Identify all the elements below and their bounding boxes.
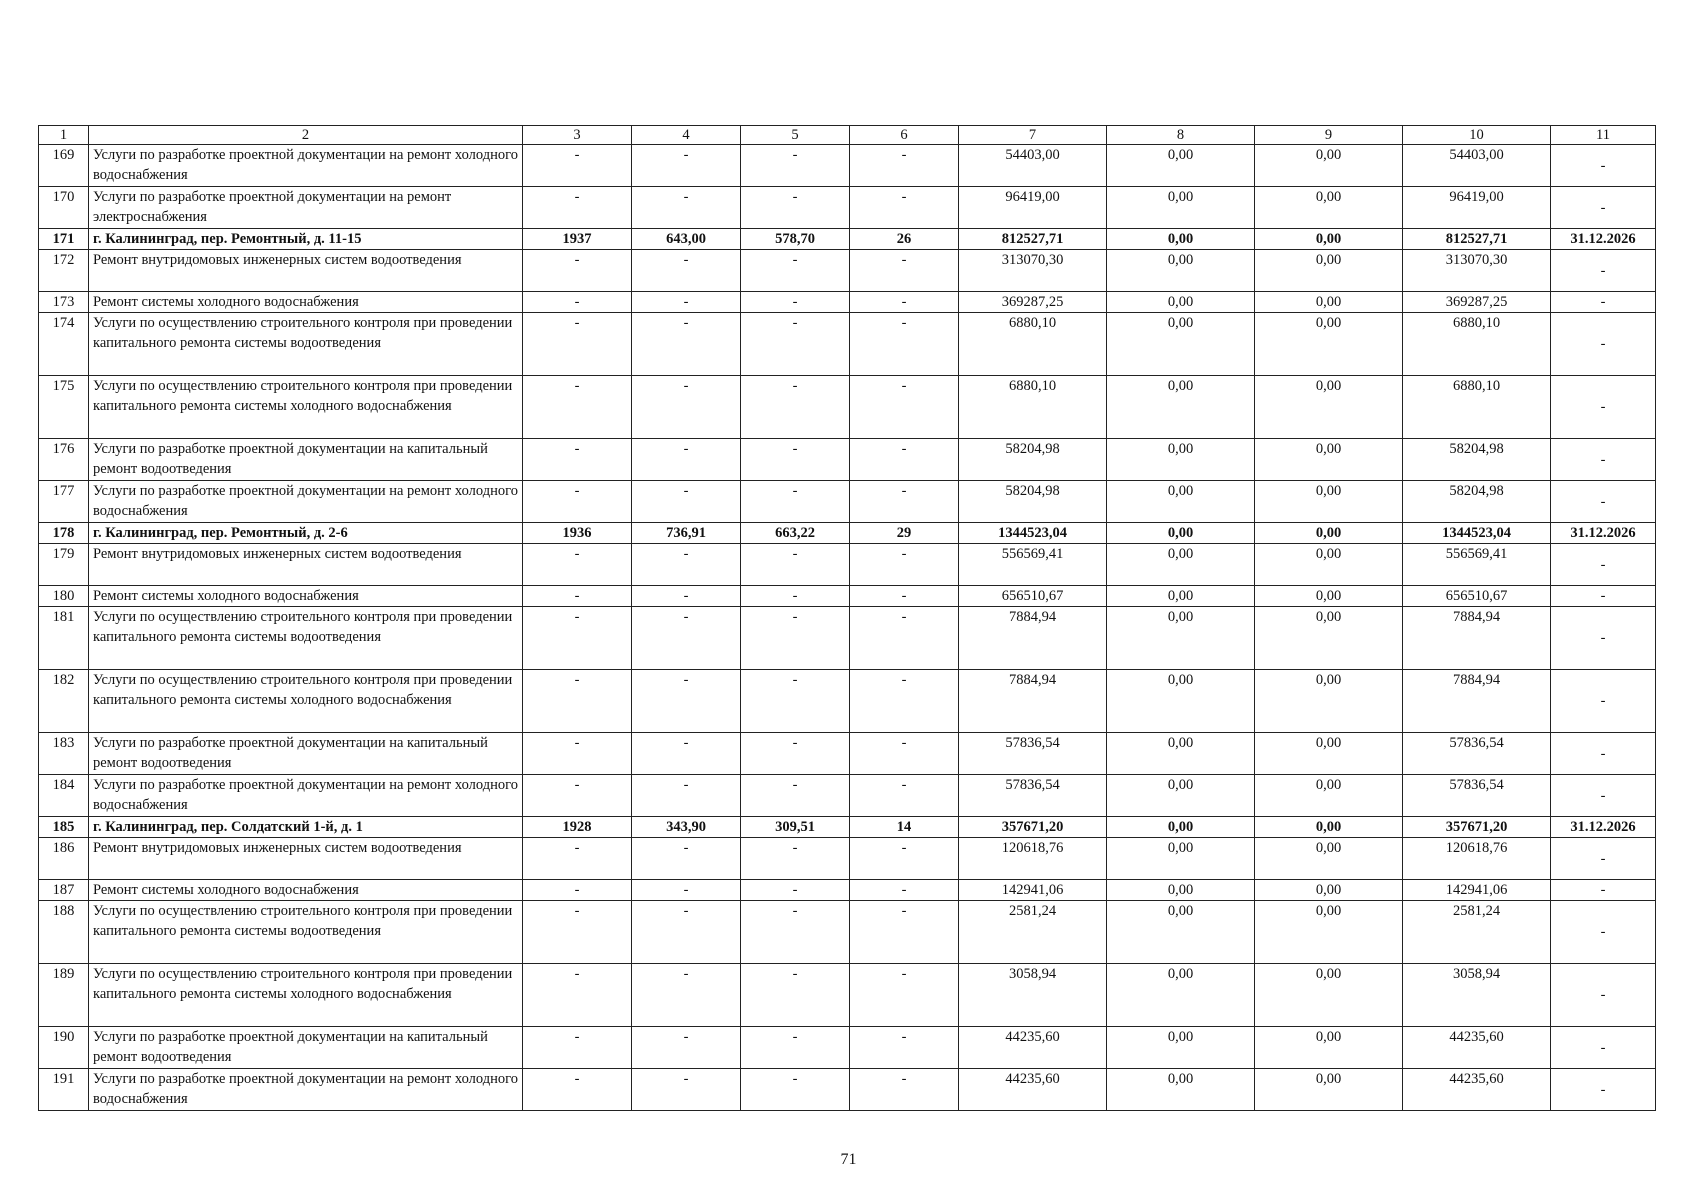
row-number-cell: 177: [39, 481, 89, 523]
area-total-cell: -: [632, 670, 741, 733]
work-row: [39, 187, 1656, 229]
column-number: 8: [1107, 126, 1255, 145]
work-row: [39, 733, 1656, 775]
row-number-cell: 179: [39, 544, 89, 586]
column-number: 11: [1551, 126, 1656, 145]
column-number: 6: [850, 126, 959, 145]
budget-cost-cell: 0,00: [1255, 145, 1403, 187]
deadline-cell: -: [1551, 187, 1656, 229]
work-name-cell: Ремонт внутридомовых инженерных систем водоотведения: [89, 250, 523, 292]
owners-cost-cell: 2581,24: [1403, 901, 1551, 964]
year-cell: -: [523, 901, 632, 964]
address-row: [39, 817, 1656, 838]
area-total-cell: -: [632, 607, 741, 670]
area-living-cell: -: [741, 901, 850, 964]
work-name-cell: г. Калининград, пер. Солдатский 1-й, д. 1: [89, 817, 523, 838]
total-cost-cell: 96419,00: [959, 187, 1107, 229]
budget-cost-cell: 0,00: [1255, 292, 1403, 313]
area-living-cell: -: [741, 439, 850, 481]
total-cost-cell: 812527,71: [959, 229, 1107, 250]
work-row: [39, 481, 1656, 523]
budget-cost-cell: 0,00: [1255, 838, 1403, 880]
total-cost-cell: 556569,41: [959, 544, 1107, 586]
fund-cost-cell: 0,00: [1107, 607, 1255, 670]
deadline-cell: -: [1551, 376, 1656, 439]
row-number-cell: 171: [39, 229, 89, 250]
owners-cost-cell: 96419,00: [1403, 187, 1551, 229]
owners-cost-cell: 54403,00: [1403, 145, 1551, 187]
year-cell: 1937: [523, 229, 632, 250]
work-name-cell: Услуги по осуществлению строительного контроля при проведении капитального ремонта системы холодного водоснабжения: [89, 376, 523, 439]
residents-cell: -: [850, 544, 959, 586]
residents-cell: -: [850, 292, 959, 313]
works-table: [38, 125, 1656, 1111]
column-number: 3: [523, 126, 632, 145]
area-living-cell: -: [741, 775, 850, 817]
area-living-cell: -: [741, 544, 850, 586]
year-cell: -: [523, 838, 632, 880]
fund-cost-cell: 0,00: [1107, 250, 1255, 292]
budget-cost-cell: 0,00: [1255, 733, 1403, 775]
total-cost-cell: 58204,98: [959, 439, 1107, 481]
total-cost-cell: 357671,20: [959, 817, 1107, 838]
work-name-cell: Услуги по осуществлению строительного контроля при проведении капитального ремонта системы водоотведения: [89, 607, 523, 670]
area-total-cell: -: [632, 1069, 741, 1111]
residents-cell: -: [850, 586, 959, 607]
residents-cell: 26: [850, 229, 959, 250]
area-living-cell: -: [741, 964, 850, 1027]
address-row: [39, 523, 1656, 544]
work-name-cell: Услуги по разработке проектной документации на ремонт холодного водоснабжения: [89, 1069, 523, 1111]
deadline-cell: -: [1551, 775, 1656, 817]
residents-cell: -: [850, 964, 959, 1027]
owners-cost-cell: 57836,54: [1403, 775, 1551, 817]
deadline-cell: -: [1551, 145, 1656, 187]
total-cost-cell: 3058,94: [959, 964, 1107, 1027]
residents-cell: -: [850, 481, 959, 523]
total-cost-cell: 57836,54: [959, 775, 1107, 817]
work-row: [39, 775, 1656, 817]
work-row: [39, 964, 1656, 1027]
area-living-cell: 309,51: [741, 817, 850, 838]
residents-cell: -: [850, 1027, 959, 1069]
residents-cell: -: [850, 250, 959, 292]
work-row: [39, 901, 1656, 964]
work-name-cell: Услуги по разработке проектной документации на капитальный ремонт водоотведения: [89, 439, 523, 481]
total-cost-cell: 313070,30: [959, 250, 1107, 292]
fund-cost-cell: 0,00: [1107, 817, 1255, 838]
page-number: 71: [840, 1151, 857, 1168]
year-cell: -: [523, 586, 632, 607]
total-cost-cell: 57836,54: [959, 733, 1107, 775]
work-name-cell: Услуги по осуществлению строительного контроля при проведении капитального ремонта системы водоотведения: [89, 313, 523, 376]
row-number-cell: 182: [39, 670, 89, 733]
row-number-cell: 170: [39, 187, 89, 229]
area-total-cell: -: [632, 733, 741, 775]
fund-cost-cell: 0,00: [1107, 775, 1255, 817]
fund-cost-cell: 0,00: [1107, 439, 1255, 481]
residents-cell: -: [850, 838, 959, 880]
residents-cell: -: [850, 376, 959, 439]
fund-cost-cell: 0,00: [1107, 586, 1255, 607]
work-row: [39, 292, 1656, 313]
work-row: [39, 1069, 1656, 1111]
area-total-cell: -: [632, 439, 741, 481]
work-name-cell: Ремонт внутридомовых инженерных систем водоотведения: [89, 544, 523, 586]
owners-cost-cell: 7884,94: [1403, 607, 1551, 670]
budget-cost-cell: 0,00: [1255, 229, 1403, 250]
owners-cost-cell: 44235,60: [1403, 1069, 1551, 1111]
area-total-cell: -: [632, 544, 741, 586]
row-number-cell: 190: [39, 1027, 89, 1069]
area-living-cell: -: [741, 586, 850, 607]
area-total-cell: 343,90: [632, 817, 741, 838]
owners-cost-cell: 7884,94: [1403, 670, 1551, 733]
work-row: [39, 145, 1656, 187]
residents-cell: -: [850, 670, 959, 733]
work-name-cell: Услуги по осуществлению строительного контроля при проведении капитального ремонта системы водоотведения: [89, 901, 523, 964]
owners-cost-cell: 142941,06: [1403, 880, 1551, 901]
area-total-cell: -: [632, 145, 741, 187]
residents-cell: -: [850, 607, 959, 670]
fund-cost-cell: 0,00: [1107, 1069, 1255, 1111]
deadline-cell: -: [1551, 250, 1656, 292]
residents-cell: 14: [850, 817, 959, 838]
column-number: 5: [741, 126, 850, 145]
year-cell: -: [523, 145, 632, 187]
fund-cost-cell: 0,00: [1107, 670, 1255, 733]
area-living-cell: -: [741, 250, 850, 292]
year-cell: -: [523, 187, 632, 229]
fund-cost-cell: 0,00: [1107, 523, 1255, 544]
fund-cost-cell: 0,00: [1107, 187, 1255, 229]
fund-cost-cell: 0,00: [1107, 733, 1255, 775]
area-living-cell: -: [741, 607, 850, 670]
fund-cost-cell: 0,00: [1107, 880, 1255, 901]
row-number-cell: 174: [39, 313, 89, 376]
residents-cell: -: [850, 733, 959, 775]
row-number-cell: 176: [39, 439, 89, 481]
work-name-cell: г. Калининград, пер. Ремонтный, д. 11-15: [89, 229, 523, 250]
area-living-cell: -: [741, 187, 850, 229]
budget-cost-cell: 0,00: [1255, 1027, 1403, 1069]
total-cost-cell: 120618,76: [959, 838, 1107, 880]
residents-cell: -: [850, 145, 959, 187]
year-cell: -: [523, 544, 632, 586]
budget-cost-cell: 0,00: [1255, 775, 1403, 817]
owners-cost-cell: 58204,98: [1403, 439, 1551, 481]
area-total-cell: -: [632, 586, 741, 607]
column-number: 2: [89, 126, 523, 145]
deadline-cell: -: [1551, 1027, 1656, 1069]
owners-cost-cell: 6880,10: [1403, 376, 1551, 439]
area-living-cell: -: [741, 1069, 850, 1111]
column-number: 10: [1403, 126, 1551, 145]
budget-cost-cell: 0,00: [1255, 964, 1403, 1027]
budget-cost-cell: 0,00: [1255, 523, 1403, 544]
row-number-cell: 181: [39, 607, 89, 670]
work-name-cell: Услуги по разработке проектной документации на капитальный ремонт водоотведения: [89, 1027, 523, 1069]
deadline-cell: -: [1551, 880, 1656, 901]
area-total-cell: -: [632, 292, 741, 313]
budget-cost-cell: 0,00: [1255, 817, 1403, 838]
year-cell: -: [523, 376, 632, 439]
total-cost-cell: 6880,10: [959, 376, 1107, 439]
deadline-cell: 31.12.2026: [1551, 229, 1656, 250]
year-cell: -: [523, 880, 632, 901]
total-cost-cell: 656510,67: [959, 586, 1107, 607]
deadline-cell: -: [1551, 838, 1656, 880]
column-number-row: [39, 126, 1656, 145]
budget-cost-cell: 0,00: [1255, 250, 1403, 292]
area-living-cell: 578,70: [741, 229, 850, 250]
total-cost-cell: 6880,10: [959, 313, 1107, 376]
area-living-cell: -: [741, 313, 850, 376]
deadline-cell: -: [1551, 733, 1656, 775]
fund-cost-cell: 0,00: [1107, 376, 1255, 439]
total-cost-cell: 54403,00: [959, 145, 1107, 187]
fund-cost-cell: 0,00: [1107, 964, 1255, 1027]
area-total-cell: -: [632, 376, 741, 439]
work-row: [39, 838, 1656, 880]
area-living-cell: -: [741, 838, 850, 880]
budget-cost-cell: 0,00: [1255, 607, 1403, 670]
area-living-cell: -: [741, 145, 850, 187]
work-row: [39, 1027, 1656, 1069]
fund-cost-cell: 0,00: [1107, 229, 1255, 250]
work-row: [39, 607, 1656, 670]
work-row: [39, 670, 1656, 733]
deadline-cell: -: [1551, 1069, 1656, 1111]
year-cell: -: [523, 964, 632, 1027]
residents-cell: -: [850, 439, 959, 481]
budget-cost-cell: 0,00: [1255, 439, 1403, 481]
work-row: [39, 586, 1656, 607]
owners-cost-cell: 1344523,04: [1403, 523, 1551, 544]
total-cost-cell: 44235,60: [959, 1027, 1107, 1069]
work-name-cell: Услуги по разработке проектной документации на капитальный ремонт водоотведения: [89, 733, 523, 775]
total-cost-cell: 7884,94: [959, 670, 1107, 733]
total-cost-cell: 369287,25: [959, 292, 1107, 313]
total-cost-cell: 1344523,04: [959, 523, 1107, 544]
owners-cost-cell: 58204,98: [1403, 481, 1551, 523]
area-total-cell: -: [632, 481, 741, 523]
area-living-cell: -: [741, 880, 850, 901]
area-total-cell: -: [632, 1027, 741, 1069]
area-total-cell: -: [632, 838, 741, 880]
residents-cell: 29: [850, 523, 959, 544]
area-living-cell: 663,22: [741, 523, 850, 544]
area-total-cell: -: [632, 187, 741, 229]
fund-cost-cell: 0,00: [1107, 901, 1255, 964]
work-name-cell: Услуги по разработке проектной документации на ремонт холодного водоснабжения: [89, 775, 523, 817]
budget-cost-cell: 0,00: [1255, 187, 1403, 229]
year-cell: -: [523, 250, 632, 292]
row-number-cell: 175: [39, 376, 89, 439]
work-row: [39, 880, 1656, 901]
year-cell: -: [523, 1027, 632, 1069]
area-total-cell: -: [632, 775, 741, 817]
deadline-cell: -: [1551, 313, 1656, 376]
year-cell: 1928: [523, 817, 632, 838]
work-name-cell: г. Калининград, пер. Ремонтный, д. 2-6: [89, 523, 523, 544]
fund-cost-cell: 0,00: [1107, 313, 1255, 376]
residents-cell: -: [850, 880, 959, 901]
budget-cost-cell: 0,00: [1255, 544, 1403, 586]
area-total-cell: -: [632, 880, 741, 901]
work-name-cell: Услуги по разработке проектной документации на ремонт электроснабжения: [89, 187, 523, 229]
area-living-cell: -: [741, 292, 850, 313]
budget-cost-cell: 0,00: [1255, 586, 1403, 607]
area-total-cell: -: [632, 964, 741, 1027]
work-name-cell: Услуги по разработке проектной документации на ремонт холодного водоснабжения: [89, 145, 523, 187]
work-name-cell: Услуги по осуществлению строительного контроля при проведении капитального ремонта системы холодного водоснабжения: [89, 964, 523, 1027]
year-cell: -: [523, 313, 632, 376]
residents-cell: -: [850, 1069, 959, 1111]
year-cell: -: [523, 439, 632, 481]
budget-cost-cell: 0,00: [1255, 481, 1403, 523]
row-number-cell: 191: [39, 1069, 89, 1111]
row-number-cell: 186: [39, 838, 89, 880]
row-number-cell: 178: [39, 523, 89, 544]
owners-cost-cell: 556569,41: [1403, 544, 1551, 586]
row-number-cell: 180: [39, 586, 89, 607]
area-living-cell: -: [741, 733, 850, 775]
address-row: [39, 229, 1656, 250]
owners-cost-cell: 6880,10: [1403, 313, 1551, 376]
area-living-cell: -: [741, 670, 850, 733]
work-name-cell: Ремонт внутридомовых инженерных систем водоотведения: [89, 838, 523, 880]
work-name-cell: Ремонт системы холодного водоснабжения: [89, 292, 523, 313]
owners-cost-cell: 44235,60: [1403, 1027, 1551, 1069]
row-number-cell: 172: [39, 250, 89, 292]
deadline-cell: -: [1551, 481, 1656, 523]
deadline-cell: 31.12.2026: [1551, 817, 1656, 838]
row-number-cell: 189: [39, 964, 89, 1027]
year-cell: -: [523, 775, 632, 817]
work-row: [39, 376, 1656, 439]
year-cell: -: [523, 1069, 632, 1111]
total-cost-cell: 7884,94: [959, 607, 1107, 670]
deadline-cell: -: [1551, 607, 1656, 670]
total-cost-cell: 44235,60: [959, 1069, 1107, 1111]
owners-cost-cell: 313070,30: [1403, 250, 1551, 292]
deadline-cell: -: [1551, 292, 1656, 313]
area-total-cell: 736,91: [632, 523, 741, 544]
owners-cost-cell: 812527,71: [1403, 229, 1551, 250]
work-row: [39, 544, 1656, 586]
column-number: 7: [959, 126, 1107, 145]
area-total-cell: -: [632, 313, 741, 376]
column-number: 1: [39, 126, 89, 145]
deadline-cell: -: [1551, 586, 1656, 607]
year-cell: -: [523, 481, 632, 523]
owners-cost-cell: 369287,25: [1403, 292, 1551, 313]
budget-cost-cell: 0,00: [1255, 376, 1403, 439]
residents-cell: -: [850, 313, 959, 376]
row-number-cell: 185: [39, 817, 89, 838]
deadline-cell: -: [1551, 544, 1656, 586]
owners-cost-cell: 357671,20: [1403, 817, 1551, 838]
area-total-cell: 643,00: [632, 229, 741, 250]
fund-cost-cell: 0,00: [1107, 838, 1255, 880]
area-total-cell: -: [632, 901, 741, 964]
area-living-cell: -: [741, 376, 850, 439]
fund-cost-cell: 0,00: [1107, 544, 1255, 586]
fund-cost-cell: 0,00: [1107, 481, 1255, 523]
residents-cell: -: [850, 775, 959, 817]
table-body: [39, 126, 1656, 1111]
deadline-cell: -: [1551, 670, 1656, 733]
fund-cost-cell: 0,00: [1107, 145, 1255, 187]
year-cell: 1936: [523, 523, 632, 544]
work-name-cell: Услуги по разработке проектной документации на ремонт холодного водоснабжения: [89, 481, 523, 523]
work-name-cell: Ремонт системы холодного водоснабжения: [89, 586, 523, 607]
owners-cost-cell: 57836,54: [1403, 733, 1551, 775]
fund-cost-cell: 0,00: [1107, 1027, 1255, 1069]
row-number-cell: 188: [39, 901, 89, 964]
total-cost-cell: 2581,24: [959, 901, 1107, 964]
budget-cost-cell: 0,00: [1255, 901, 1403, 964]
budget-cost-cell: 0,00: [1255, 670, 1403, 733]
work-row: [39, 250, 1656, 292]
column-number: 4: [632, 126, 741, 145]
work-name-cell: Услуги по осуществлению строительного контроля при проведении капитального ремонта системы холодного водоснабжения: [89, 670, 523, 733]
fund-cost-cell: 0,00: [1107, 292, 1255, 313]
deadline-cell: -: [1551, 964, 1656, 1027]
row-number-cell: 173: [39, 292, 89, 313]
year-cell: -: [523, 292, 632, 313]
deadline-cell: 31.12.2026: [1551, 523, 1656, 544]
total-cost-cell: 58204,98: [959, 481, 1107, 523]
budget-cost-cell: 0,00: [1255, 1069, 1403, 1111]
budget-cost-cell: 0,00: [1255, 880, 1403, 901]
year-cell: -: [523, 733, 632, 775]
area-total-cell: -: [632, 250, 741, 292]
owners-cost-cell: 656510,67: [1403, 586, 1551, 607]
deadline-cell: -: [1551, 439, 1656, 481]
owners-cost-cell: 120618,76: [1403, 838, 1551, 880]
area-living-cell: -: [741, 481, 850, 523]
total-cost-cell: 142941,06: [959, 880, 1107, 901]
budget-cost-cell: 0,00: [1255, 313, 1403, 376]
row-number-cell: 183: [39, 733, 89, 775]
year-cell: -: [523, 607, 632, 670]
residents-cell: -: [850, 901, 959, 964]
row-number-cell: 169: [39, 145, 89, 187]
row-number-cell: 187: [39, 880, 89, 901]
year-cell: -: [523, 670, 632, 733]
deadline-cell: -: [1551, 901, 1656, 964]
owners-cost-cell: 3058,94: [1403, 964, 1551, 1027]
residents-cell: -: [850, 187, 959, 229]
work-row: [39, 313, 1656, 376]
work-row: [39, 439, 1656, 481]
area-living-cell: -: [741, 1027, 850, 1069]
work-name-cell: Ремонт системы холодного водоснабжения: [89, 880, 523, 901]
column-number: 9: [1255, 126, 1403, 145]
row-number-cell: 184: [39, 775, 89, 817]
